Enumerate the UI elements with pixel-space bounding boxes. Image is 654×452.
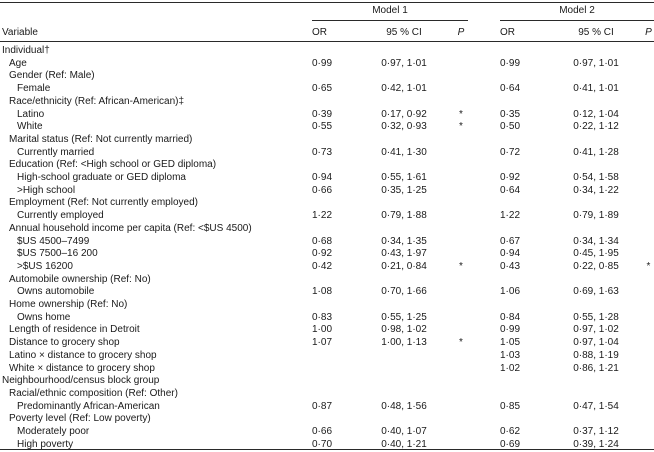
- row-label: High-school graduate or GED diploma: [17, 172, 186, 183]
- or-model1: 0·99: [312, 58, 333, 69]
- or-model2: 0·62: [500, 426, 521, 437]
- or-model2: 0·69: [500, 439, 521, 450]
- ci-header-model2: 95 % CI: [578, 27, 614, 38]
- or-model2: 0·64: [500, 83, 521, 94]
- ci-model1: 0·40, 1·21: [381, 439, 427, 450]
- or-model2: 1·06: [500, 286, 521, 297]
- row-label: Poverty level (Ref: Low poverty): [9, 413, 151, 424]
- ci-model2: 0·55, 1·28: [573, 312, 619, 323]
- ci-model1: 0·70, 1·66: [381, 286, 427, 297]
- or-model2: 0·84: [500, 312, 521, 323]
- row-label: Racial/ethnic composition (Ref: Other): [9, 388, 178, 399]
- ci-model2: 0·37, 1·12: [573, 426, 619, 437]
- ci-model1: 0·32, 0·93: [381, 121, 427, 132]
- row-label: $US 4500–7499: [17, 236, 90, 247]
- or-model2: 1·02: [500, 363, 521, 374]
- row-label: Neighbourhood/census block group: [2, 375, 160, 386]
- or-model1: 0·66: [312, 185, 333, 196]
- or-model2: 0·85: [500, 401, 521, 412]
- or-model2: 0·35: [500, 109, 521, 120]
- or-model1: 0·39: [312, 109, 333, 120]
- ci-model1: 0·97, 1·01: [381, 58, 427, 69]
- row-label: Owns automobile: [17, 286, 95, 297]
- ci-model2: 0·79, 1·89: [573, 210, 619, 221]
- or-model1: 0·55: [312, 121, 333, 132]
- or-model1: 1·00: [312, 324, 333, 335]
- ci-model2: 0·88, 1·19: [573, 350, 619, 361]
- ci-model1: 0·98, 1·02: [381, 324, 427, 335]
- or-model1: 1·07: [312, 337, 333, 348]
- ci-model2: 0·34, 1·22: [573, 185, 619, 196]
- or-model1: 0·65: [312, 83, 333, 94]
- row-label: Gender (Ref: Male): [9, 70, 95, 81]
- or-model1: 0·87: [312, 401, 333, 412]
- ci-model1: 0·35, 1·25: [381, 185, 427, 196]
- row-label: White: [17, 121, 43, 132]
- row-label: Individual†: [2, 45, 50, 56]
- p-model1: *: [459, 337, 463, 348]
- ci-model2: 0·54, 1·58: [573, 172, 619, 183]
- ci-model2: 0·41, 1·28: [573, 147, 619, 158]
- ci-model1: 0·21, 0·84: [381, 261, 427, 272]
- ci-model1: 0·55, 1·25: [381, 312, 427, 323]
- ci-model1: 0·48, 1·56: [381, 401, 427, 412]
- or-model1: 0·70: [312, 439, 333, 450]
- p-model2: *: [646, 261, 651, 272]
- or-model1: 0·68: [312, 236, 333, 247]
- row-label: Currently employed: [17, 210, 104, 221]
- ci-model1: 0·34, 1·35: [381, 236, 427, 247]
- model2-header: Model 2: [559, 5, 595, 16]
- or-model2: 0·99: [500, 324, 521, 335]
- ci-model2: 0·39, 1·24: [573, 439, 619, 450]
- model1-header: Model 1: [372, 5, 408, 16]
- row-label: Moderately poor: [17, 426, 90, 437]
- or-model1: 0·92: [312, 248, 333, 259]
- ci-model2: 0·86, 1·21: [573, 363, 619, 374]
- or-header-model2: OR: [500, 27, 515, 38]
- ci-model1: 0·41, 1·30: [381, 147, 427, 158]
- ci-model1: 0·40, 1·07: [381, 426, 427, 437]
- or-model2: 0·43: [500, 261, 521, 272]
- ci-model2: 0·41, 1·01: [573, 83, 619, 94]
- row-label: Marital status (Ref: Not currently married): [9, 134, 193, 145]
- ci-model2: 0·69, 1·63: [573, 286, 619, 297]
- model1-rule: [312, 20, 468, 21]
- p-header-model1: P: [457, 27, 465, 38]
- ci-model1: 0·17, 0·92: [381, 109, 427, 120]
- row-label: $US 7500–16 200: [17, 248, 98, 259]
- p-model1: *: [459, 261, 463, 272]
- ci-model2: 0·97, 1·01: [573, 58, 619, 69]
- or-model2: 0·92: [500, 172, 521, 183]
- ci-model2: 0·22, 1·12: [573, 121, 619, 132]
- row-label: Latino × distance to grocery shop: [9, 350, 157, 361]
- ci-header-model1: 95 % CI: [386, 27, 422, 38]
- or-header-model1: OR: [312, 27, 327, 38]
- row-label: Automobile ownership (Ref: No): [9, 274, 151, 285]
- or-model1: 0·66: [312, 426, 333, 437]
- ci-model2: 0·47, 1·54: [573, 401, 619, 412]
- ci-model2: 0·34, 1·34: [573, 236, 619, 247]
- ci-model2: 0·22, 0·85: [573, 261, 619, 272]
- or-model2: 0·50: [500, 121, 521, 132]
- row-label: Female: [17, 83, 51, 94]
- or-model1: 1·08: [312, 286, 333, 297]
- or-model2: 0·72: [500, 147, 521, 158]
- row-label: Home ownership (Ref: No): [9, 299, 128, 310]
- or-model2: 0·64: [500, 185, 521, 196]
- ci-model1: 0·79, 1·88: [381, 210, 427, 221]
- table-bottom-rule: [0, 449, 654, 450]
- row-label: >$US 16200: [17, 261, 73, 272]
- ci-model1: 1·00, 1·13: [381, 337, 427, 348]
- or-model1: 0·94: [312, 172, 333, 183]
- row-label: Owns home: [17, 312, 71, 323]
- or-model2: 0·67: [500, 236, 521, 247]
- or-model1: 1·22: [312, 210, 333, 221]
- p-header-model2: P: [645, 27, 652, 38]
- header-bottom-rule: [0, 41, 654, 42]
- row-label: White × distance to grocery shop: [9, 363, 155, 374]
- row-label: Education (Ref: <High school or GED diploma): [9, 159, 217, 170]
- table-top-rule: [0, 2, 654, 3]
- or-model1: 0·83: [312, 312, 333, 323]
- or-model2: 1·03: [500, 350, 521, 361]
- ci-model2: 0·97, 1·02: [573, 324, 619, 335]
- row-label: High poverty: [17, 439, 74, 450]
- ci-model2: 0·12, 1·04: [573, 109, 619, 120]
- row-label: Annual household income per capita (Ref: <$US 4500): [9, 223, 252, 234]
- or-model1: 0·42: [312, 261, 333, 272]
- or-model2: 0·94: [500, 248, 521, 259]
- p-model1: *: [459, 109, 463, 120]
- ci-model2: 0·97, 1·04: [573, 337, 619, 348]
- row-label: Race/ethnicity (Ref: African-American)‡: [9, 96, 185, 107]
- or-model2: 1·05: [500, 337, 521, 348]
- row-label: Length of residence in Detroit: [9, 324, 140, 335]
- row-label: Predominantly African-American: [17, 401, 160, 412]
- variable-header: Variable: [2, 27, 38, 38]
- p-model1: *: [459, 121, 463, 132]
- or-model2: 1·22: [500, 210, 521, 221]
- row-label: >High school: [17, 185, 76, 196]
- model2-rule: [500, 20, 654, 21]
- ci-model1: 0·43, 1·97: [381, 248, 427, 259]
- row-label: Currently married: [17, 147, 95, 158]
- row-label: Employment (Ref: Not currently employed): [9, 197, 198, 208]
- row-label: Latino: [17, 109, 45, 120]
- ci-model2: 0·45, 1·95: [573, 248, 619, 259]
- ci-model1: 0·55, 1·61: [381, 172, 427, 183]
- or-model2: 0·99: [500, 58, 521, 69]
- or-model1: 0·73: [312, 147, 333, 158]
- row-label: Distance to grocery shop: [9, 337, 120, 348]
- ci-model1: 0·42, 1·01: [381, 83, 427, 94]
- row-label: Age: [9, 58, 27, 69]
